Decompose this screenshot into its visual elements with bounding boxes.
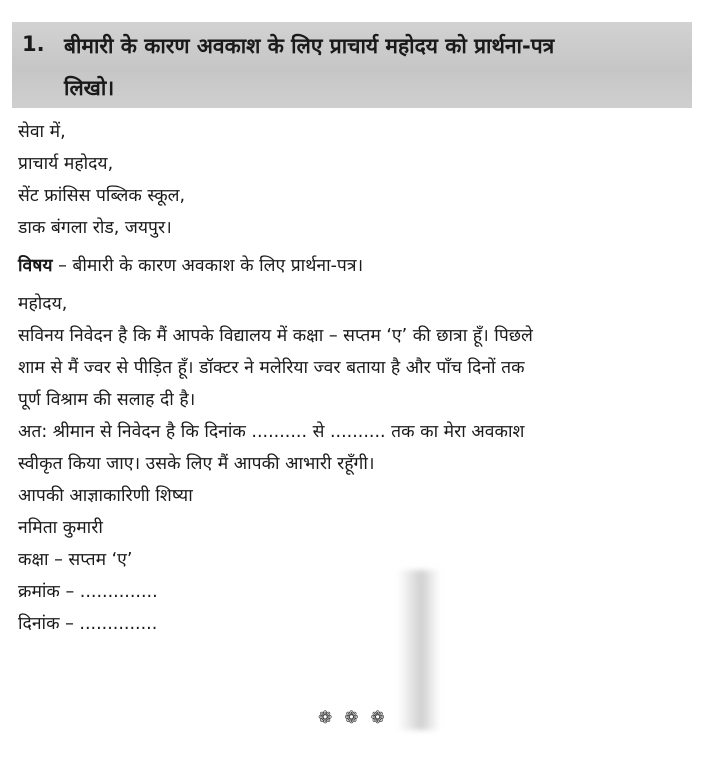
address-to: सेवा में,: [18, 122, 66, 142]
sign-off: आपकी आज्ञाकारिणी शिष्या: [18, 486, 193, 506]
address-school: सेंट फ्रांसिस पब्लिक स्कूल,: [18, 186, 186, 206]
date-line: दिनांक – ..............: [18, 614, 158, 634]
scan-smudge: [398, 570, 440, 730]
student-name: नमिता कुमारी: [18, 518, 103, 538]
address-location: डाक बंगला रोड, जयपुर।: [18, 218, 172, 238]
question-text-line-1: बीमारी के कारण अवकाश के लिए प्राचार्य महोदय को प्रार्थना-पत्र: [64, 34, 555, 58]
question-heading: [12, 22, 692, 108]
roll-number: क्रमांक – ..............: [18, 582, 158, 602]
body-line-4: अत: श्रीमान से निवेदन है कि दिनांक .......... से .......... तक का मेरा अवकाश: [18, 422, 525, 442]
subject-text: – बीमारी के कारण अवकाश के लिए प्रार्थना-पत्र।: [52, 256, 364, 276]
body-line-2: शाम से मैं ज्वर से पीड़ित हूँ। डॉक्टर ने मलेरिया ज्वर बताया है और पाँच दिनों तक: [18, 358, 525, 378]
question-number: 1.: [22, 32, 45, 56]
subject-line: [18, 250, 698, 282]
salutation: महोदय,: [18, 294, 68, 314]
address-recipient: प्राचार्य महोदय,: [18, 154, 114, 174]
body-line-5: स्वीकृत किया जाए। उसके लिए मैं आपकी आभारी रहूँगी।: [18, 454, 375, 474]
body-line-3: पूर्ण विश्राम की सलाह दी है।: [18, 390, 196, 410]
letter: [18, 116, 698, 640]
flower-ornament-icon: ❁❁❁: [318, 708, 397, 728]
student-class: कक्षा – सप्तम ‘ए’: [18, 550, 133, 570]
question-text-line-2: लिखो।: [64, 76, 115, 100]
body-line-1: सविनय निवेदन है कि मैं आपके विद्यालय में कक्षा – सप्तम ‘ए’ की छात्रा हूँ। पिछले: [18, 326, 533, 346]
subject-label: विषय: [18, 256, 53, 276]
